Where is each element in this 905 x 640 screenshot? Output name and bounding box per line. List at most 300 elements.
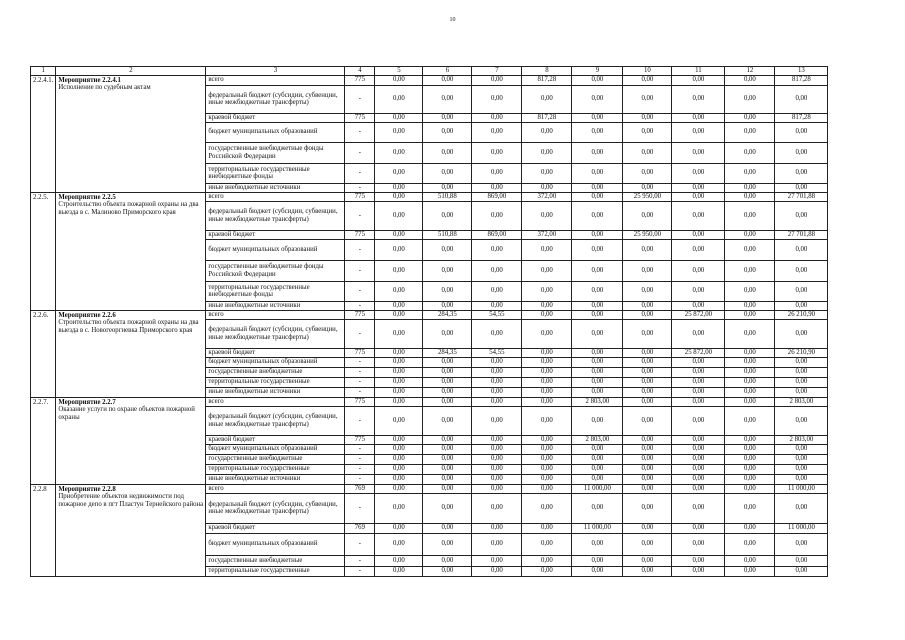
table-row bbox=[31, 310, 828, 319]
value-cell: 26 210,90 bbox=[775, 348, 828, 357]
value-cell: 0,00 bbox=[375, 319, 423, 348]
value-cell: 0,00 bbox=[572, 201, 623, 230]
value-cell: 0,00 bbox=[623, 474, 672, 484]
value-cell: 0,00 bbox=[522, 201, 572, 230]
value-cell: 0,00 bbox=[725, 464, 775, 474]
value-cell: 0,00 bbox=[623, 163, 672, 183]
value-cell: 0,00 bbox=[472, 201, 522, 230]
funding-source: федеральный бюджет (субсидии, субвенции, иные межбюджетные трансферты) bbox=[206, 319, 345, 348]
measure-title: Мероприятие 2.2.4.1 bbox=[58, 76, 121, 84]
value-cell: - bbox=[345, 183, 375, 192]
value-cell: 0,00 bbox=[375, 163, 423, 183]
value-cell: 2 803,00 bbox=[572, 397, 623, 406]
value-cell: 0,00 bbox=[725, 367, 775, 377]
value-cell: 0,00 bbox=[572, 454, 623, 464]
value-cell: 0,00 bbox=[375, 348, 423, 357]
value-cell: 0,00 bbox=[375, 357, 423, 367]
value-cell: 0,00 bbox=[472, 163, 522, 183]
value-cell: 0,00 bbox=[725, 142, 775, 163]
value-cell: 0,00 bbox=[522, 474, 572, 484]
value-cell: 0,00 bbox=[472, 493, 522, 523]
funding-source: бюджет муниципальных образований bbox=[206, 357, 345, 367]
value-cell: 0,00 bbox=[375, 142, 423, 163]
header-cell-13: 13 bbox=[775, 67, 828, 76]
value-cell: 25 950,00 bbox=[623, 230, 672, 239]
value-cell: - bbox=[345, 122, 375, 142]
value-cell: 0,00 bbox=[725, 474, 775, 484]
value-cell: 0,00 bbox=[672, 533, 725, 555]
value-cell: 0,00 bbox=[672, 85, 725, 113]
value-cell: 0,00 bbox=[472, 484, 522, 493]
value-cell: 0,00 bbox=[423, 493, 472, 523]
value-cell: 0,00 bbox=[375, 493, 423, 523]
value-cell: 0,00 bbox=[572, 85, 623, 113]
value-cell: - bbox=[345, 555, 375, 566]
value-cell: 0,00 bbox=[775, 85, 828, 113]
value-cell: 0,00 bbox=[672, 319, 725, 348]
value-cell: 0,00 bbox=[423, 474, 472, 484]
value-cell: 0,00 bbox=[472, 444, 522, 454]
value-cell: 0,00 bbox=[472, 183, 522, 192]
value-cell: 0,00 bbox=[472, 367, 522, 377]
value-cell: 817,28 bbox=[522, 75, 572, 85]
value-cell: 0,00 bbox=[472, 75, 522, 85]
value-cell: 0,00 bbox=[423, 464, 472, 474]
value-cell: 0,00 bbox=[623, 75, 672, 85]
value-cell: 0,00 bbox=[522, 122, 572, 142]
value-cell: 510,88 bbox=[423, 192, 472, 201]
value-cell: 0,00 bbox=[375, 397, 423, 406]
funding-source: иные внебюджетные источники bbox=[206, 387, 345, 397]
value-cell: 0,00 bbox=[623, 85, 672, 113]
value-cell: 0,00 bbox=[423, 387, 472, 397]
value-cell: 0,00 bbox=[522, 319, 572, 348]
value-cell: 0,00 bbox=[672, 397, 725, 406]
funding-source: федеральный бюджет (субсидии, субвенции, иные межбюджетные трансферты) bbox=[206, 201, 345, 230]
value-cell: 0,00 bbox=[725, 239, 775, 260]
value-cell: 0,00 bbox=[623, 484, 672, 493]
table-body bbox=[31, 67, 828, 577]
value-cell: 0,00 bbox=[423, 260, 472, 281]
value-cell: 0,00 bbox=[623, 301, 672, 310]
value-cell: 0,00 bbox=[572, 310, 623, 319]
value-cell: 0,00 bbox=[672, 163, 725, 183]
funding-source: государственные внебюджетные bbox=[206, 454, 345, 464]
value-cell: 0,00 bbox=[725, 435, 775, 444]
value-cell: 0,00 bbox=[725, 348, 775, 357]
value-cell: 0,00 bbox=[472, 239, 522, 260]
value-cell: 0,00 bbox=[725, 454, 775, 464]
value-cell: 0,00 bbox=[572, 230, 623, 239]
value-cell: 0,00 bbox=[375, 183, 423, 192]
value-cell: 0,00 bbox=[522, 454, 572, 464]
table-row bbox=[31, 484, 828, 493]
value-cell: 0,00 bbox=[375, 192, 423, 201]
value-cell: 0,00 bbox=[423, 454, 472, 464]
value-cell: 0,00 bbox=[472, 523, 522, 533]
value-cell: 0,00 bbox=[775, 142, 828, 163]
funding-source: иные внебюджетные источники bbox=[206, 301, 345, 310]
value-cell: 0,00 bbox=[572, 474, 623, 484]
value-cell: - bbox=[345, 566, 375, 576]
value-cell: 0,00 bbox=[725, 493, 775, 523]
value-cell: 0,00 bbox=[472, 454, 522, 464]
value-cell: 0,00 bbox=[725, 533, 775, 555]
value-cell: 0,00 bbox=[572, 75, 623, 85]
value-cell: 0,00 bbox=[623, 367, 672, 377]
funding-source: краевой бюджет bbox=[206, 348, 345, 357]
value-cell: 0,00 bbox=[572, 444, 623, 454]
funding-source: территориальные государственные внебюджетные фонды bbox=[206, 163, 345, 183]
value-cell: 0,00 bbox=[672, 260, 725, 281]
value-cell: 0,00 bbox=[522, 484, 572, 493]
value-cell: 0,00 bbox=[725, 555, 775, 566]
value-cell: 0,00 bbox=[375, 122, 423, 142]
value-cell: 0,00 bbox=[572, 387, 623, 397]
value-cell: 0,00 bbox=[672, 192, 725, 201]
value-cell: 0,00 bbox=[522, 377, 572, 387]
header-cell-3: 3 bbox=[206, 67, 345, 76]
value-cell: - bbox=[345, 406, 375, 435]
funding-source: иные внебюджетные источники bbox=[206, 474, 345, 484]
value-cell: 775 bbox=[345, 435, 375, 444]
value-cell: 0,00 bbox=[472, 406, 522, 435]
value-cell: 0,00 bbox=[375, 484, 423, 493]
value-cell: 769 bbox=[345, 484, 375, 493]
value-cell: 0,00 bbox=[725, 113, 775, 122]
measure-number: 2.2.8 bbox=[31, 484, 56, 576]
value-cell: 0,00 bbox=[375, 454, 423, 464]
measure-description bbox=[56, 310, 206, 397]
value-cell: 0,00 bbox=[423, 406, 472, 435]
value-cell: 0,00 bbox=[725, 523, 775, 533]
value-cell: 0,00 bbox=[572, 319, 623, 348]
value-cell: 0,00 bbox=[423, 523, 472, 533]
value-cell: 0,00 bbox=[375, 464, 423, 474]
value-cell: - bbox=[345, 85, 375, 113]
value-cell: 0,00 bbox=[472, 397, 522, 406]
value-cell: 0,00 bbox=[375, 85, 423, 113]
measure-description bbox=[56, 75, 206, 192]
table-row bbox=[31, 192, 828, 201]
funding-source: всего bbox=[206, 192, 345, 201]
value-cell: 0,00 bbox=[423, 397, 472, 406]
value-cell: 0,00 bbox=[423, 75, 472, 85]
value-cell: 0,00 bbox=[375, 523, 423, 533]
value-cell: 0,00 bbox=[522, 464, 572, 474]
funding-source: бюджет муниципальных образований bbox=[206, 239, 345, 260]
value-cell: - bbox=[345, 464, 375, 474]
value-cell: 0,00 bbox=[522, 85, 572, 113]
funding-source: территориальные государственные внебюджетные фонды bbox=[206, 281, 345, 301]
value-cell: 0,00 bbox=[672, 281, 725, 301]
value-cell: 0,00 bbox=[725, 377, 775, 387]
header-cell-4: 4 bbox=[345, 67, 375, 76]
value-cell: 0,00 bbox=[572, 357, 623, 367]
value-cell: 0,00 bbox=[472, 142, 522, 163]
value-cell: 0,00 bbox=[472, 387, 522, 397]
value-cell: 0,00 bbox=[623, 555, 672, 566]
value-cell: 11 000,00 bbox=[775, 484, 828, 493]
value-cell: 0,00 bbox=[623, 319, 672, 348]
value-cell: 54,55 bbox=[472, 310, 522, 319]
value-cell: 0,00 bbox=[472, 301, 522, 310]
value-cell: 0,00 bbox=[572, 113, 623, 122]
value-cell: 0,00 bbox=[375, 367, 423, 377]
value-cell: 0,00 bbox=[775, 239, 828, 260]
value-cell: 0,00 bbox=[572, 260, 623, 281]
value-cell: 775 bbox=[345, 113, 375, 122]
value-cell: 0,00 bbox=[623, 464, 672, 474]
header-cell-10: 10 bbox=[623, 67, 672, 76]
table-row bbox=[31, 397, 828, 406]
value-cell: 0,00 bbox=[572, 142, 623, 163]
header-cell-5: 5 bbox=[375, 67, 423, 76]
value-cell: 0,00 bbox=[775, 201, 828, 230]
measure-title: Мероприятие 2.2.5 bbox=[58, 193, 116, 201]
value-cell: - bbox=[345, 387, 375, 397]
value-cell: - bbox=[345, 301, 375, 310]
value-cell: 0,00 bbox=[423, 484, 472, 493]
value-cell: 0,00 bbox=[672, 239, 725, 260]
value-cell: 0,00 bbox=[672, 75, 725, 85]
value-cell: 0,00 bbox=[522, 301, 572, 310]
value-cell: 0,00 bbox=[672, 122, 725, 142]
funding-source: краевой бюджет bbox=[206, 435, 345, 444]
value-cell: 0,00 bbox=[572, 406, 623, 435]
value-cell: 0,00 bbox=[423, 301, 472, 310]
measure-text: Приобретение объектов недвижимости под пожарное депо в пгт Пластун Тернейского района bbox=[58, 493, 204, 508]
value-cell: 0,00 bbox=[522, 523, 572, 533]
value-cell: 0,00 bbox=[522, 260, 572, 281]
value-cell: 0,00 bbox=[472, 464, 522, 474]
value-cell: 0,00 bbox=[472, 260, 522, 281]
value-cell: 0,00 bbox=[725, 319, 775, 348]
value-cell: - bbox=[345, 201, 375, 230]
value-cell: 817,28 bbox=[775, 113, 828, 122]
value-cell: 0,00 bbox=[522, 239, 572, 260]
funding-source: бюджет муниципальных образований bbox=[206, 533, 345, 555]
funding-source: краевой бюджет bbox=[206, 230, 345, 239]
value-cell: 869,00 bbox=[472, 230, 522, 239]
value-cell: 0,00 bbox=[472, 377, 522, 387]
value-cell: 0,00 bbox=[725, 357, 775, 367]
funding-source: бюджет муниципальных образований bbox=[206, 444, 345, 454]
value-cell: 0,00 bbox=[522, 555, 572, 566]
value-cell: 0,00 bbox=[672, 406, 725, 435]
value-cell: 0,00 bbox=[423, 319, 472, 348]
value-cell: 817,28 bbox=[522, 113, 572, 122]
measure-description bbox=[56, 397, 206, 484]
value-cell: 0,00 bbox=[725, 163, 775, 183]
value-cell: 0,00 bbox=[672, 142, 725, 163]
value-cell: 0,00 bbox=[775, 406, 828, 435]
value-cell: 0,00 bbox=[572, 183, 623, 192]
value-cell: 0,00 bbox=[375, 377, 423, 387]
value-cell: 0,00 bbox=[522, 163, 572, 183]
value-cell: 0,00 bbox=[572, 281, 623, 301]
value-cell: 0,00 bbox=[725, 192, 775, 201]
value-cell: 0,00 bbox=[472, 566, 522, 576]
value-cell: 0,00 bbox=[375, 113, 423, 122]
value-cell: - bbox=[345, 260, 375, 281]
funding-source: территориальные государственные bbox=[206, 566, 345, 576]
value-cell: 0,00 bbox=[623, 566, 672, 576]
value-cell: 0,00 bbox=[623, 444, 672, 454]
header-row bbox=[31, 67, 828, 76]
funding-source: иные внебюджетные источники bbox=[206, 183, 345, 192]
measure-title: Мероприятие 2.2.8 bbox=[58, 485, 116, 493]
value-cell: 2 803,00 bbox=[775, 435, 828, 444]
value-cell: 0,00 bbox=[472, 533, 522, 555]
value-cell: 0,00 bbox=[375, 201, 423, 230]
value-cell: 0,00 bbox=[672, 301, 725, 310]
header-cell-11: 11 bbox=[672, 67, 725, 76]
value-cell: 0,00 bbox=[522, 183, 572, 192]
value-cell: 0,00 bbox=[725, 310, 775, 319]
value-cell: 0,00 bbox=[725, 406, 775, 435]
table-row bbox=[31, 75, 828, 85]
funding-source: всего bbox=[206, 75, 345, 85]
value-cell: 0,00 bbox=[672, 444, 725, 454]
funding-source: территориальные государственные bbox=[206, 464, 345, 474]
value-cell: 0,00 bbox=[423, 122, 472, 142]
value-cell: 0,00 bbox=[672, 523, 725, 533]
value-cell: 0,00 bbox=[572, 239, 623, 260]
value-cell: 0,00 bbox=[472, 555, 522, 566]
value-cell: 0,00 bbox=[623, 357, 672, 367]
value-cell: 0,00 bbox=[672, 387, 725, 397]
value-cell: 0,00 bbox=[725, 230, 775, 239]
value-cell: 0,00 bbox=[623, 201, 672, 230]
value-cell: 0,00 bbox=[775, 474, 828, 484]
value-cell: 0,00 bbox=[572, 348, 623, 357]
value-cell: 0,00 bbox=[672, 367, 725, 377]
value-cell: 0,00 bbox=[375, 230, 423, 239]
funding-source: краевой бюджет bbox=[206, 113, 345, 122]
page-number: 10 bbox=[449, 17, 456, 23]
value-cell: 0,00 bbox=[775, 377, 828, 387]
value-cell: 25 950,00 bbox=[623, 192, 672, 201]
header-cell-2: 2 bbox=[56, 67, 206, 76]
value-cell: 0,00 bbox=[423, 142, 472, 163]
value-cell: 0,00 bbox=[725, 85, 775, 113]
measure-description bbox=[56, 484, 206, 576]
value-cell: 0,00 bbox=[423, 113, 472, 122]
value-cell: 0,00 bbox=[423, 566, 472, 576]
value-cell: 0,00 bbox=[775, 493, 828, 523]
value-cell: - bbox=[345, 239, 375, 260]
measure-title: Мероприятие 2.2.7 bbox=[58, 398, 116, 406]
measure-text: Оказание услуги по охране объектов пожарной охраны bbox=[58, 406, 195, 421]
value-cell: 0,00 bbox=[623, 142, 672, 163]
value-cell: 0,00 bbox=[423, 85, 472, 113]
header-cell-9: 9 bbox=[572, 67, 623, 76]
value-cell: 0,00 bbox=[375, 444, 423, 454]
value-cell: 0,00 bbox=[775, 387, 828, 397]
value-cell: 0,00 bbox=[572, 301, 623, 310]
value-cell: 11 000,00 bbox=[572, 523, 623, 533]
value-cell: 0,00 bbox=[522, 281, 572, 301]
value-cell: 0,00 bbox=[725, 260, 775, 281]
value-cell: 0,00 bbox=[672, 566, 725, 576]
value-cell: 0,00 bbox=[472, 113, 522, 122]
value-cell: 0,00 bbox=[375, 533, 423, 555]
value-cell: 25 872,00 bbox=[672, 348, 725, 357]
value-cell: 775 bbox=[345, 230, 375, 239]
value-cell: 775 bbox=[345, 397, 375, 406]
value-cell: 0,00 bbox=[572, 192, 623, 201]
value-cell: 0,00 bbox=[522, 397, 572, 406]
value-cell: 0,00 bbox=[775, 464, 828, 474]
measure-text: Строительство объекта пожарной охраны на два выезда в с. Новогеоргиевка Приморского края bbox=[58, 319, 199, 334]
value-cell: 0,00 bbox=[623, 260, 672, 281]
value-cell: 2 803,00 bbox=[775, 397, 828, 406]
value-cell: 0,00 bbox=[775, 533, 828, 555]
value-cell: 0,00 bbox=[672, 484, 725, 493]
value-cell: - bbox=[345, 377, 375, 387]
funding-source: федеральный бюджет (субсидии, субвенции, иные межбюджетные трансферты) bbox=[206, 406, 345, 435]
value-cell: 26 210,90 bbox=[775, 310, 828, 319]
funding-source: краевой бюджет bbox=[206, 523, 345, 533]
value-cell: 0,00 bbox=[725, 484, 775, 493]
value-cell: 0,00 bbox=[472, 474, 522, 484]
header-cell-1: 1 bbox=[31, 67, 56, 76]
value-cell: 0,00 bbox=[572, 367, 623, 377]
value-cell: 0,00 bbox=[423, 201, 472, 230]
value-cell: 0,00 bbox=[375, 566, 423, 576]
value-cell: - bbox=[345, 281, 375, 301]
value-cell: 0,00 bbox=[623, 397, 672, 406]
value-cell: 0,00 bbox=[672, 493, 725, 523]
value-cell: 0,00 bbox=[672, 555, 725, 566]
value-cell: 2 803,00 bbox=[572, 435, 623, 444]
funding-source: государственные внебюджетные bbox=[206, 367, 345, 377]
funding-source: бюджет муниципальных образований bbox=[206, 122, 345, 142]
value-cell: 0,00 bbox=[775, 163, 828, 183]
value-cell: 11 000,00 bbox=[572, 484, 623, 493]
value-cell: 0,00 bbox=[472, 435, 522, 444]
value-cell: 0,00 bbox=[725, 397, 775, 406]
value-cell: 0,00 bbox=[623, 113, 672, 122]
value-cell: 0,00 bbox=[775, 301, 828, 310]
value-cell: 0,00 bbox=[623, 493, 672, 523]
value-cell: 0,00 bbox=[672, 377, 725, 387]
value-cell: - bbox=[345, 367, 375, 377]
value-cell: - bbox=[345, 533, 375, 555]
value-cell: 0,00 bbox=[623, 239, 672, 260]
value-cell: 0,00 bbox=[775, 319, 828, 348]
value-cell: 0,00 bbox=[623, 435, 672, 444]
value-cell: 284,35 bbox=[423, 310, 472, 319]
value-cell: 0,00 bbox=[522, 348, 572, 357]
value-cell: 0,00 bbox=[623, 377, 672, 387]
value-cell: 0,00 bbox=[725, 301, 775, 310]
value-cell: 775 bbox=[345, 75, 375, 85]
value-cell: 0,00 bbox=[423, 163, 472, 183]
value-cell: 0,00 bbox=[725, 122, 775, 142]
value-cell: 0,00 bbox=[572, 122, 623, 142]
value-cell: 0,00 bbox=[672, 464, 725, 474]
funding-source: территориальные государственные bbox=[206, 377, 345, 387]
value-cell: 0,00 bbox=[522, 367, 572, 377]
value-cell: 0,00 bbox=[472, 85, 522, 113]
measure-text: Исполнение по судебным актам bbox=[58, 84, 151, 92]
value-cell: 0,00 bbox=[522, 142, 572, 163]
value-cell: 372,00 bbox=[522, 192, 572, 201]
value-cell: 0,00 bbox=[623, 281, 672, 301]
value-cell: 775 bbox=[345, 310, 375, 319]
